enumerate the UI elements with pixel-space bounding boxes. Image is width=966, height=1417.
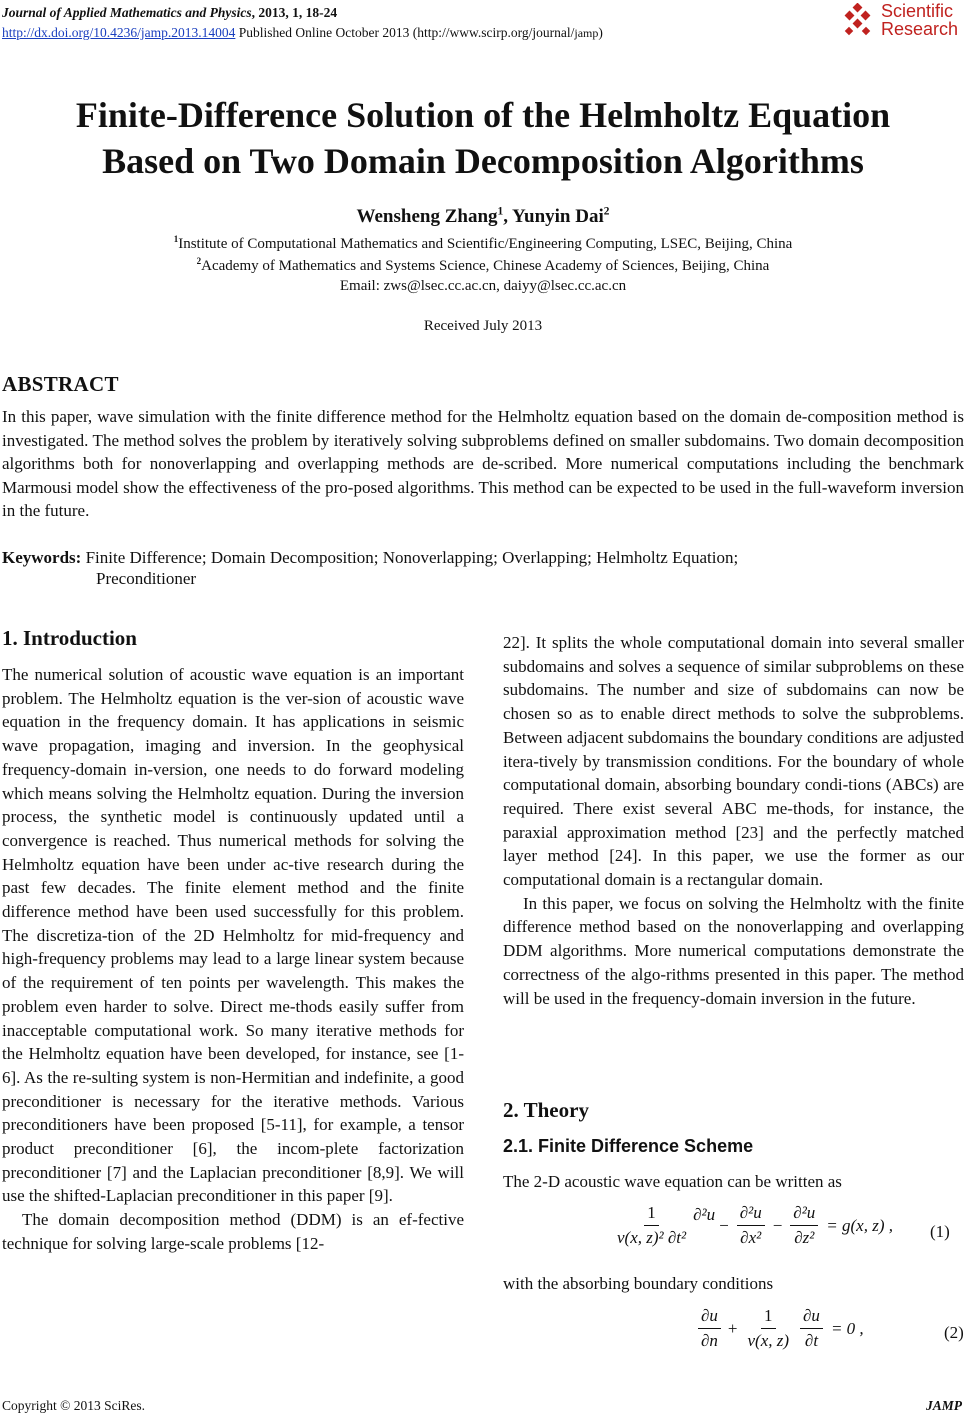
scirp-logo — [841, 2, 958, 38]
equation-2-number: (2) — [944, 1323, 964, 1342]
equation-1-number: (1) — [930, 1222, 950, 1241]
right-paragraph-2: In this paper, we focus on solving the Helmholtz with the finite difference method based on the nonoverlapping and overlapping DDM algorithms. More numerical computations demonstrate the correctness of the algo-rithms presented in this paper. The method will be used in the frequency-domain inversion in the future. — [503, 893, 964, 1008]
running-header: Journal of Applied Mathematics and Physics, 2013, 1, 18-24 http://dx.doi.org/10.4236/jamp.2013.14004 Published Online October 2013 (http://www.scirp.org/journal/jamp) — [2, 5, 603, 40]
affiliation-1: $^1$Institute of Computational Mathematics and Scientific/Engineering Computing, LSEC, Beijing, China — [173, 234, 793, 252]
logo-text-scientific: Scientific — [880, 1, 953, 21]
scirp-logo-icon — [841, 3, 875, 37]
authors: Wensheng Zhang$^1$, Yunyin Dai$^2$ — [356, 205, 610, 227]
keywords: Keywords: Finite Difference; Domain Decomposition; Nonoverlapping; Overlapping; Helmholtz Equation; — [2, 548, 739, 567]
doi-link[interactable]: http://dx.doi.org/10.4236/jamp.2013.14004 — [2, 25, 236, 40]
publication-note: Published Online October 2013 (http://www.scirp.org/journal/ — [235, 25, 575, 40]
section-heading-theory: 2. Theory — [503, 1098, 589, 1122]
abstract-text: In this paper, wave simulation with the finite difference method for the Helmholtz equation based on the domain de-composition method is investigated. The method solves the problem by iteratively solving subproblems defined on smaller subdomains. Two domain decomposition algorithms both for nonoverlapping and overlapping methods are de-scribed. More numerical computations including the benchmark Marmousi model show the effectiveness of the pro-posed algorithms. This method can be expected to be used in the full-waveform inversion in the future. — [2, 407, 964, 520]
author-emails: Email: zws@lsec.cc.ac.cn, daiyy@lsec.cc.ac.cn — [339, 278, 627, 294]
received-date: Received July 2013 — [423, 318, 543, 334]
right-column — [503, 631, 964, 1010]
footer-journal: JAMP — [925, 1398, 962, 1413]
right-paragraph-1: 22]. It splits the whole computational domain into several smaller subdomains and solves a sequence of similar subproblems on these subdomains. The number and size of subdomains can now be chosen so as to enable direct methods to solve the subproblems. Between adjacent subdomains the boundary conditions are adjusted itera-tively by transmission conditions. For the boundary of whole computational domain, absorbing boundary condi-tions (ABCs) are required. There exist several ABC me-thods, for instance, the paraxial approximation method [23] and the perfectly matched layer method [24]. In this paper, we use the former as our computational domain is a rectangular domain. — [503, 633, 964, 890]
section-heading-introduction: 1. Introduction — [2, 626, 137, 650]
abstract-heading: ABSTRACT — [2, 372, 119, 396]
footer-copyright: Copyright © 2013 SciRes. — [2, 1398, 146, 1413]
equation-1: $\frac{1}{\text{v(x, z)² ∂t²}}$ ∂²u − $\frac{\text{∂²u}}{\text{∂x²}}$ − $\frac{\text{∂²u}}{\text{∂z²}}$ = g(x, z) , — [617, 1203, 894, 1247]
equation-2: $\frac{\partial u}{\partial n}$ + $\frac{1}{v(x, z)}$ $\frac{\partial u}{\partial t}$ = 0 , — [694, 1306, 864, 1351]
keywords-continued: Preconditioner — [96, 569, 197, 588]
intro-paragraph-1: The numerical solution of acoustic wave equation is an important problem. The Helmholtz equation is the ver-sion of acoustic wave equation in the frequency domain. It has applications in seismic wave propagation, imaging and inversion. In the geophysical frequency-domain in-version, one needs to do forward modeling which means solving the Helmholtz equation. During the inversion process, the synthetic model is continuously updated until a convergence is reached. Thus numerical methods for solving the Helmholtz equation have been under ac-tive research during the past few decades. The finite element method and the finite difference method have been used successfully for this problem. The discretiza-tion of the 2D Helmholtz for mid-frequency and high-frequency problems may lead to a large linear system because of the requirement of ten points per wavelength. This makes the problem even harder to solve. Direct me-thods easily suffer from inacceptable computational work. So many iterative methods for the Helmholtz equation have been developed, for instance, see [1-6]. As the re-sulting system is non-Hermitian and indefinite, a good preconditioner is necessary for the iterative methods. Various preconditioners have been proposed [5-11], for example, a tensor product preconditioner [6], the incom-plete factorization preconditioner [7] and the Laplacian preconditioner [8,9]. We will use the shifted-Laplacian preconditioner in this paper [9]. — [2, 665, 464, 1206]
journal-volume: , 2013, 1, 18-24 — [251, 5, 338, 20]
logo-text-research: Research — [880, 19, 958, 39]
eq2-intro: with the absorbing boundary conditions — [503, 1274, 774, 1293]
introduction-column — [2, 663, 464, 1256]
paper-title: Finite-Difference Solution of the Helmholtz Equation Based on Two Domain Decomposition Algorithms — [75, 95, 891, 181]
journal-abbrev: jamp — [574, 26, 599, 40]
subsection-heading-fd: 2.1. Finite Difference Scheme — [503, 1136, 754, 1156]
eq1-intro: The 2-D acoustic wave equation can be written as — [503, 1172, 842, 1191]
intro-paragraph-2: The domain decomposition method (DDM) is an ef-fective technique for solving large-scale problems [12- — [2, 1210, 464, 1253]
journal-name: Journal of Applied Mathematics and Physics — [2, 5, 252, 20]
affiliation-2: $^2$Academy of Mathematics and Systems Science, Chinese Academy of Sciences, Beijing, China — [196, 256, 770, 274]
